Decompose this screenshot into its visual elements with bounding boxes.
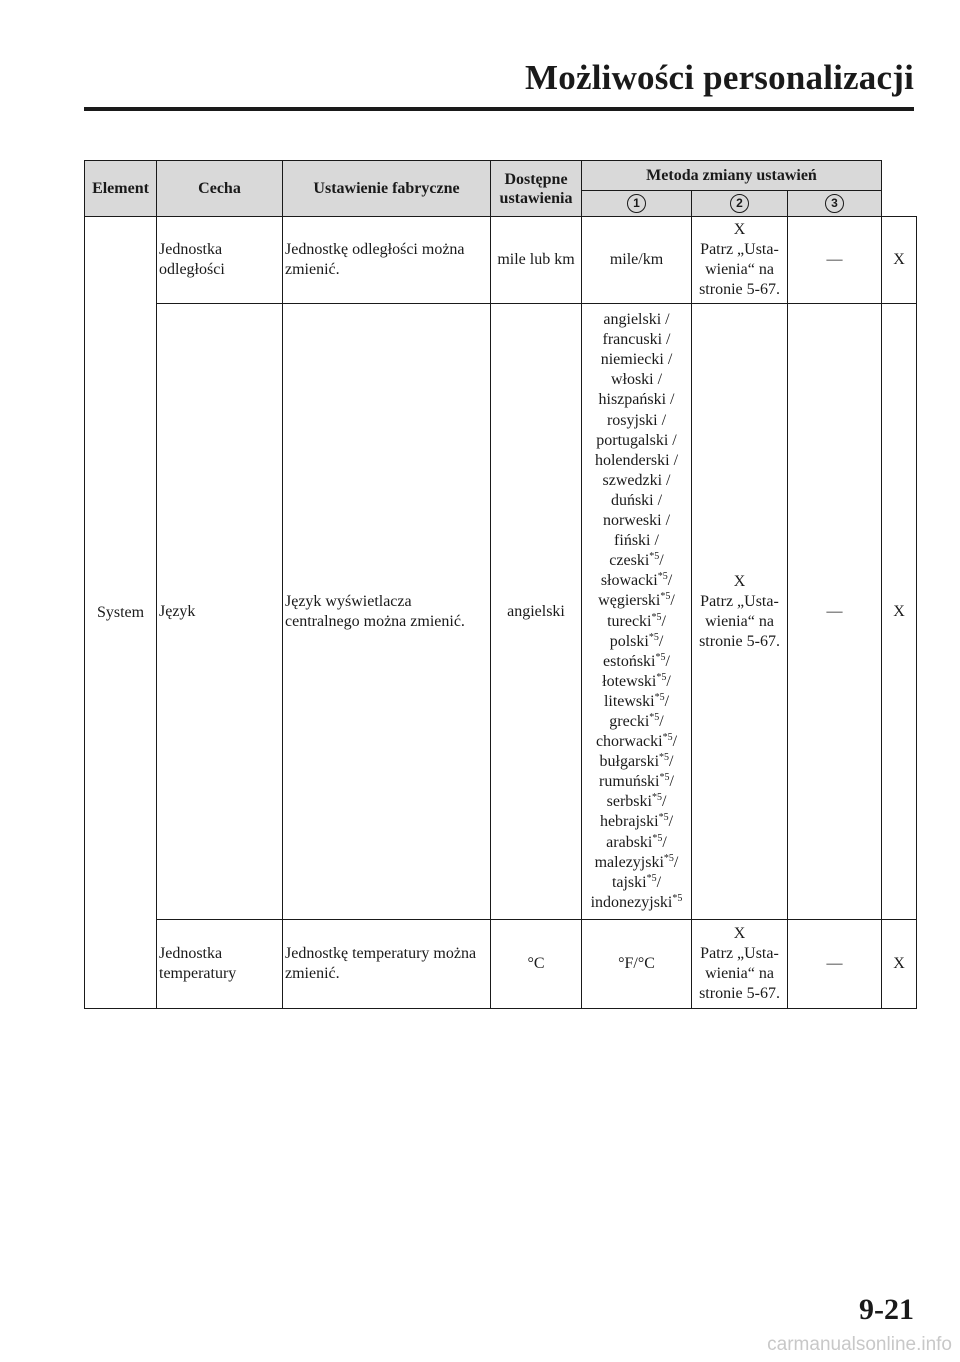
language-option bbox=[584, 772, 689, 792]
footnote-mark: *5 bbox=[649, 551, 660, 563]
language-name: chorwacki bbox=[595, 733, 663, 751]
language-option: włoski / bbox=[610, 371, 663, 389]
page-number: 9-21 bbox=[859, 1293, 914, 1326]
method-1-value: X Patrz „Usta- wienia“ na stronie 5-67. bbox=[692, 304, 788, 920]
separator: / bbox=[669, 753, 674, 771]
separator: / bbox=[659, 552, 664, 570]
language-list bbox=[582, 304, 692, 920]
element-cell: System bbox=[85, 217, 157, 1009]
feature-description: Jednostkę temperatury można zmienić. bbox=[283, 920, 491, 1009]
circled-number-3: 3 bbox=[825, 194, 844, 213]
language-name: arabski bbox=[606, 833, 653, 851]
table-row bbox=[85, 920, 917, 1009]
footnote-mark: *5 bbox=[654, 691, 665, 703]
language-name: grecki bbox=[609, 712, 650, 730]
language-option bbox=[584, 893, 689, 913]
separator: / bbox=[661, 793, 667, 811]
footnote-mark: *5 bbox=[657, 571, 668, 583]
method-1-value: X Patrz „Usta- wienia“ na stronie 5-67. bbox=[692, 920, 788, 1009]
language-name: łotewski bbox=[602, 672, 657, 690]
footnote-mark: *5 bbox=[663, 852, 674, 864]
separator: / bbox=[656, 873, 662, 891]
setting-name: Jednostka temperatury bbox=[157, 920, 283, 1009]
separator: / bbox=[669, 773, 674, 791]
language-option bbox=[584, 732, 689, 752]
separator: / bbox=[670, 592, 675, 610]
table-row bbox=[85, 217, 917, 304]
language-option: niemiecki / bbox=[600, 351, 673, 369]
separator: / bbox=[662, 833, 667, 851]
footnote-mark: *5 bbox=[659, 772, 670, 784]
language-option bbox=[584, 692, 689, 712]
table-row bbox=[85, 304, 917, 920]
language-option bbox=[584, 712, 689, 732]
feature-description: Język wyświetlacza centralnego można zmienić. bbox=[283, 304, 491, 920]
method-2-value: — bbox=[788, 920, 882, 1009]
separator: / bbox=[667, 572, 673, 590]
language-option bbox=[584, 591, 689, 611]
method-2-value: — bbox=[788, 217, 882, 304]
language-option: szwedzki / bbox=[602, 471, 671, 489]
footnote-mark: *5 bbox=[651, 792, 662, 804]
header-element: Element bbox=[85, 161, 157, 217]
method-3-value: X bbox=[882, 920, 917, 1009]
language-option bbox=[584, 551, 689, 571]
footnote-mark: *5 bbox=[660, 591, 671, 603]
language-option bbox=[584, 672, 689, 692]
language-option: francuski / bbox=[602, 331, 671, 349]
method-1-value: X Patrz „Usta- wienia“ na stronie 5-67. bbox=[692, 217, 788, 304]
language-option: holenderski / bbox=[594, 451, 679, 469]
language-name: węgierski bbox=[598, 592, 661, 610]
footnote-mark: *5 bbox=[662, 732, 673, 744]
language-name: hebrajski bbox=[599, 813, 659, 831]
header-method-3 bbox=[788, 191, 882, 217]
footnote-mark: *5 bbox=[646, 872, 657, 884]
separator: / bbox=[673, 853, 679, 871]
separator: / bbox=[661, 612, 666, 630]
watermark: carmanualsonline.info bbox=[767, 1334, 952, 1355]
language-option: norweski / bbox=[602, 512, 671, 530]
language-option bbox=[584, 632, 689, 652]
language-option: fiński / bbox=[614, 532, 659, 550]
title-divider bbox=[84, 107, 914, 111]
language-option bbox=[584, 571, 689, 591]
footnote-mark: *5 bbox=[659, 752, 670, 764]
circled-number-2: 2 bbox=[730, 194, 749, 213]
language-name: bułgarski bbox=[599, 753, 660, 771]
language-name: litewski bbox=[603, 692, 655, 710]
separator: / bbox=[658, 632, 664, 650]
footnote-mark: *5 bbox=[672, 892, 683, 904]
setting-name: Jednostka odległości bbox=[157, 217, 283, 304]
language-option: hiszpański / bbox=[598, 391, 675, 409]
factory-setting: °C bbox=[491, 920, 582, 1009]
language-name: turecki bbox=[607, 612, 652, 630]
language-option bbox=[584, 612, 689, 632]
circled-number-1: 1 bbox=[627, 194, 646, 213]
page-title: Możliwości personalizacji bbox=[525, 58, 914, 97]
language-name: tajski bbox=[611, 873, 647, 891]
available-settings: mile/km bbox=[582, 217, 692, 304]
header-feature: Cecha bbox=[157, 161, 283, 217]
separator: / bbox=[672, 733, 678, 751]
footnote-mark: *5 bbox=[648, 631, 659, 643]
footnote-mark: *5 bbox=[658, 812, 669, 824]
header-method-2 bbox=[692, 191, 788, 217]
language-name: słowacki bbox=[600, 572, 658, 590]
footnote-mark: *5 bbox=[649, 711, 660, 723]
header-change-method: Metoda zmiany ustawień bbox=[582, 161, 882, 191]
footnote-mark: *5 bbox=[655, 651, 666, 663]
factory-setting: mile lub km bbox=[491, 217, 582, 304]
method-3-value: X bbox=[882, 217, 917, 304]
factory-setting: angielski bbox=[491, 304, 582, 920]
separator: / bbox=[666, 672, 671, 690]
header-available-settings: Dostępne ustawienia bbox=[491, 161, 582, 217]
footnote-mark: *5 bbox=[656, 671, 667, 683]
footnote-mark: *5 bbox=[652, 832, 663, 844]
language-option bbox=[584, 833, 689, 853]
language-option bbox=[584, 873, 689, 893]
separator: / bbox=[668, 813, 674, 831]
settings-table bbox=[84, 160, 917, 1009]
separator: / bbox=[664, 692, 670, 710]
separator: / bbox=[659, 712, 664, 730]
method-2-value: — bbox=[788, 304, 882, 920]
feature-description: Jednostkę odległości można zmienić. bbox=[283, 217, 491, 304]
language-name: indonezyjski bbox=[590, 893, 673, 911]
language-name: serbski bbox=[606, 793, 652, 811]
language-option bbox=[584, 853, 689, 873]
language-name: czeski bbox=[609, 552, 650, 570]
available-settings: °F/°C bbox=[582, 920, 692, 1009]
language-name: malezyjski bbox=[594, 853, 664, 871]
language-option: rosyjski / bbox=[606, 411, 667, 429]
language-option: duński / bbox=[610, 491, 663, 509]
language-option bbox=[584, 752, 689, 772]
language-option bbox=[584, 812, 689, 832]
language-option: portugalski / bbox=[596, 431, 677, 449]
language-name: polski bbox=[609, 632, 649, 650]
header-method-1 bbox=[582, 191, 692, 217]
language-name: estoński bbox=[603, 652, 656, 670]
language-name: rumuński bbox=[599, 773, 660, 791]
setting-name: Język bbox=[157, 304, 283, 920]
language-option bbox=[584, 652, 689, 672]
separator: / bbox=[665, 652, 670, 670]
footnote-mark: *5 bbox=[651, 611, 662, 623]
header-factory-setting: Ustawienie fabryczne bbox=[283, 161, 491, 217]
method-3-value: X bbox=[882, 304, 917, 920]
language-option: angielski / bbox=[603, 311, 670, 329]
language-option bbox=[584, 792, 689, 812]
